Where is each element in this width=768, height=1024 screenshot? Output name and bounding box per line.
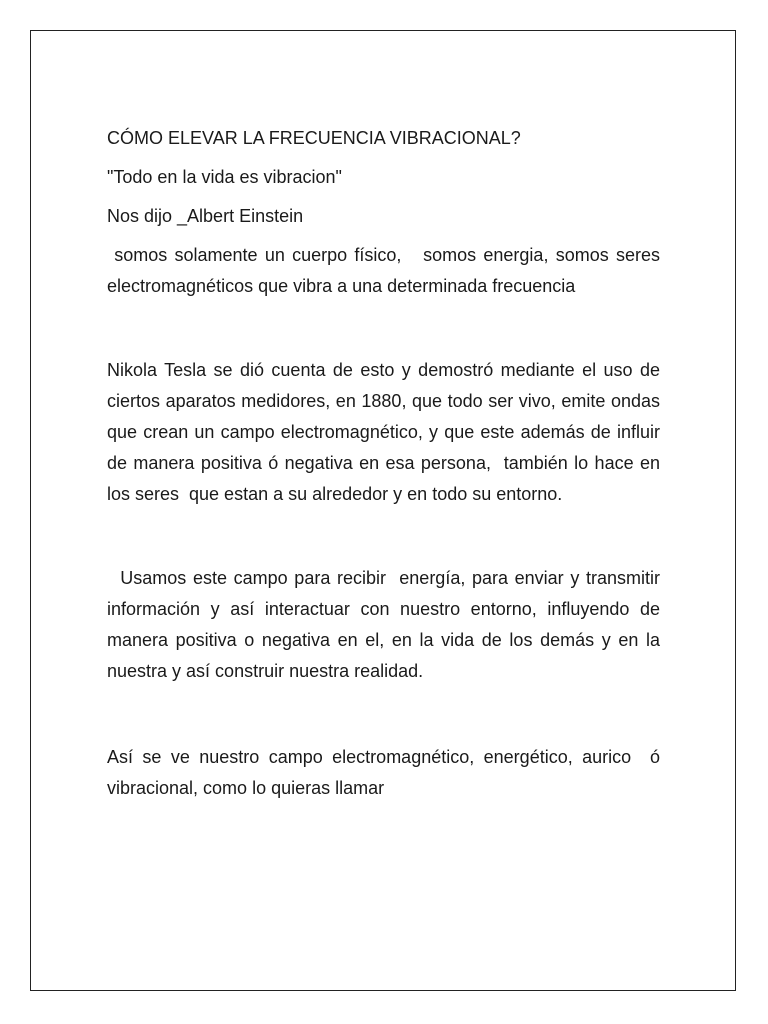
- document-title: CÓMO ELEVAR LA FRECUENCIA VIBRACIONAL?: [107, 128, 521, 148]
- quote-line: "Todo en la vida es vibracion": [107, 167, 342, 187]
- paragraph-tesla: Nikola Tesla se dió cuenta de esto y demostró mediante el uso de ciertos aparatos medidores, en 1880, que todo ser vivo, emite ondas que crean un campo electromagnético, y que este además de influir de manera positiva ó negativa en esa persona, también lo hace en los seres que estan a su alrededor y en todo su entorno.: [107, 360, 671, 504]
- document-body: [107, 123, 671, 804]
- paragraph-energy: somos solamente un cuerpo físico, somos energia, somos seres electromagnéticos que vibra a una determinada frecuencia: [107, 245, 665, 296]
- paragraph-aura: Así se ve nuestro campo electromagnético, energético, aurico ó vibracional, como lo quieras llamar: [107, 747, 666, 798]
- document-page: [30, 30, 736, 991]
- attribution-line: Nos dijo _Albert Einstein: [107, 206, 304, 226]
- paragraph-field-use: Usamos este campo para recibir energía, para enviar y transmitir información y así interactuar con nuestro entorno, influyendo de manera positiva o negativa en el, en la vida de los demás y en la nuestra y así construir nuestra realidad.: [107, 568, 666, 681]
